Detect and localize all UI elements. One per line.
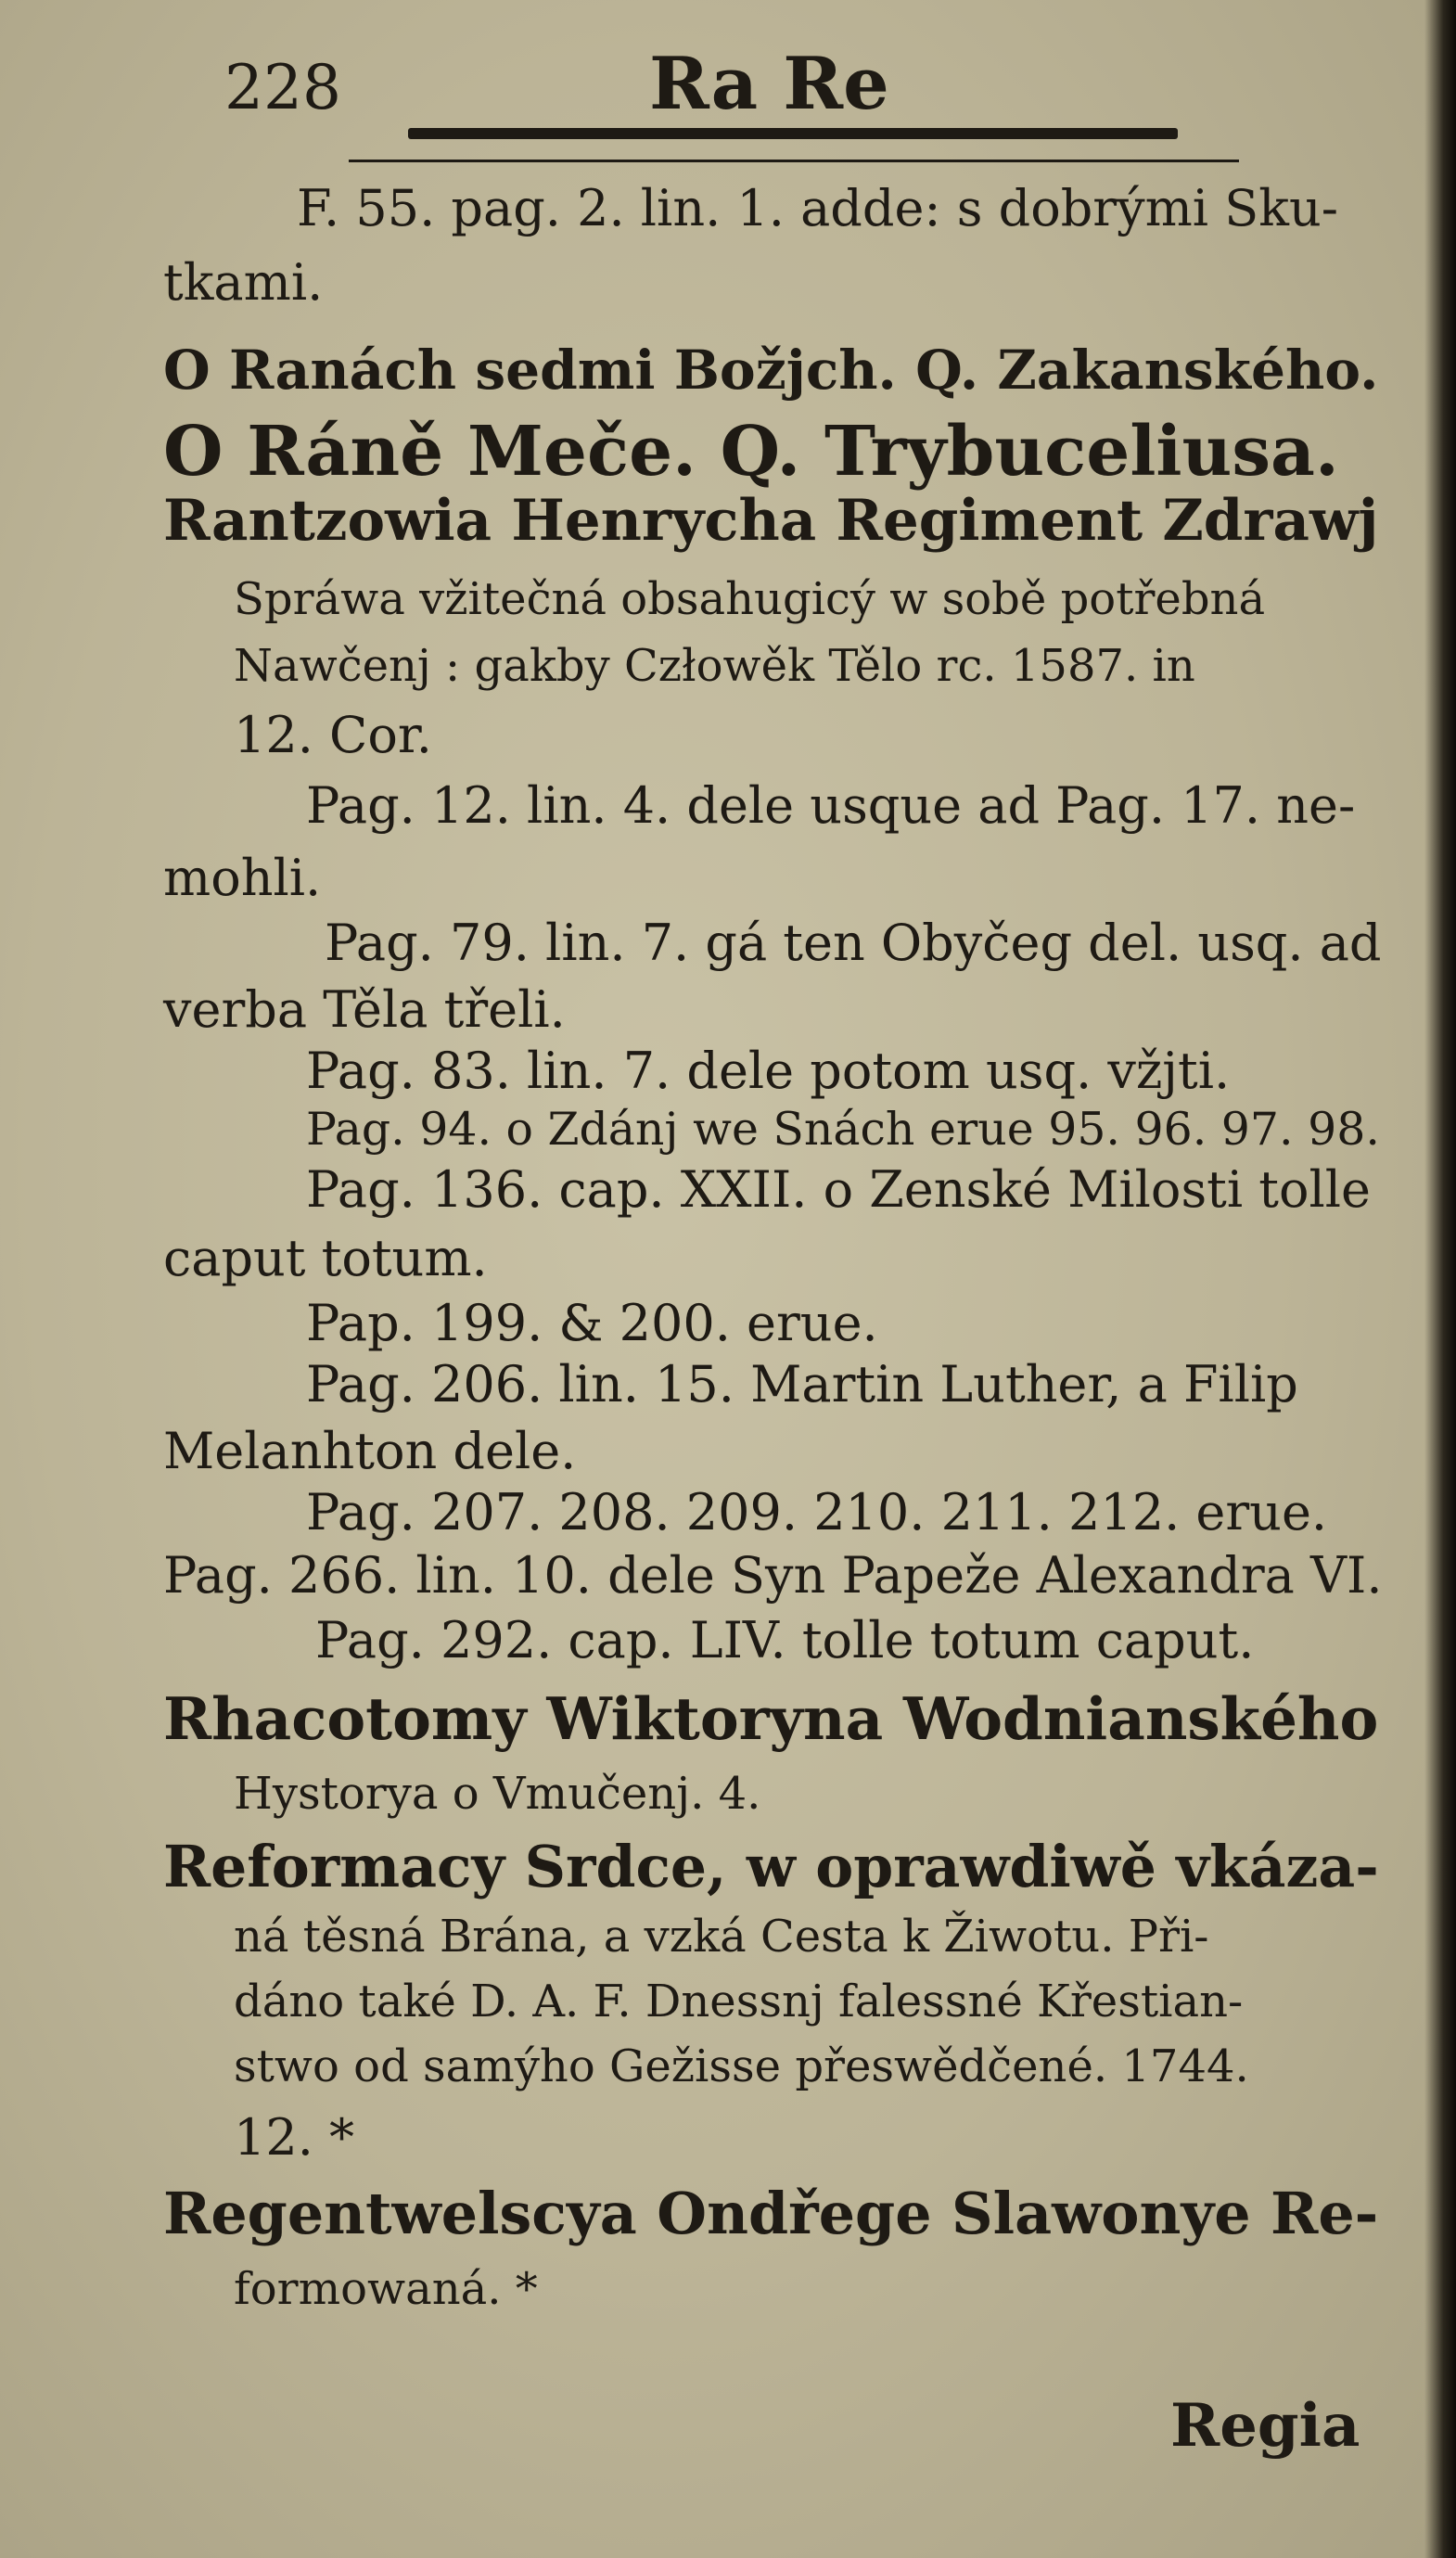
text-line: caput totum. — [163, 1229, 488, 1287]
text-line: Pag. 12. lin. 4. dele usque ad Pag. 17. ne- — [306, 776, 1356, 835]
text-line: 12. Cor. — [234, 706, 432, 764]
text-line: Pag. 292. cap. LIV. tolle totum caput. — [315, 1611, 1255, 1669]
text-line: Pag. 266. lin. 10. dele Syn Papeže Alexandra VI. — [163, 1546, 1383, 1605]
text-line: F. 55. pag. 2. lin. 1. adde: s dobrými Sku- — [297, 179, 1338, 237]
text-line: ná těsná Brána, a vzká Cesta k Žiwotu. Při- — [234, 1911, 1209, 1963]
entry-heading: O Ráně Meče. Q. Trybuceliusa. — [163, 412, 1339, 492]
text-line: dáno také D. A. F. Dnessnj falessné Křestian- — [234, 1976, 1244, 2027]
entry-heading: Rhacotomy Wiktoryna Wodnianského — [163, 1684, 1379, 1753]
text-line: formowaná. * — [234, 2263, 538, 2315]
text-line: stwo od samýho Gežisse přeswědčené. 1744. — [234, 2040, 1249, 2092]
entry-heading: Rantzowia Henrycha Regiment Zdrawj — [163, 488, 1379, 554]
text-line: Pag. 207. 208. 209. 210. 211. 212. erue. — [306, 1483, 1328, 1541]
text-line: Hystorya o Vmučenj. 4. — [234, 1768, 761, 1820]
header-rule-thick — [408, 128, 1178, 139]
text-line: Pap. 199. & 200. erue. — [306, 1294, 878, 1352]
entry-heading: Reformacy Srdce, w oprawdiwě vkáza- — [163, 1833, 1379, 1900]
header-rule-thin — [349, 160, 1239, 162]
text-line: Pag. 79. lin. 7. gá ten Obyčeg del. usq. ad — [325, 914, 1382, 972]
text-line: mohli. — [163, 849, 322, 907]
running-title: Ra Re — [649, 42, 889, 126]
text-line: verba Těla třeli. — [163, 980, 566, 1039]
catchword: Regia — [1170, 2391, 1360, 2461]
text-line: Pag. 94. o Zdánj we Snách erue 95. 96. 97. 98. — [306, 1103, 1380, 1156]
entry-heading: Regentwelscya Ondřege Slawonye Re- — [163, 2180, 1379, 2247]
text-line: Pag. 206. lin. 15. Martin Luther, a Filip — [306, 1355, 1298, 1413]
page-number: 228 — [224, 52, 341, 123]
text-line: 12. * — [234, 2108, 355, 2167]
text-line: Spráwa vžitečná obsahugicý w sobě potřebná — [234, 573, 1266, 625]
text-line: tkami. — [163, 253, 324, 312]
entry-heading: O Ranách sedmi Božjch. Q. Zakanského. — [163, 338, 1379, 402]
text-line: Melanhton dele. — [163, 1422, 577, 1480]
text-line: Pag. 83. lin. 7. dele potom usq. vžjti. — [306, 1042, 1231, 1100]
text-line: Nawčenj : gakby Człowěk Tělo rc. 1587. in — [234, 640, 1195, 692]
page-edge-shadow — [1424, 0, 1456, 2558]
text-line: Pag. 136. cap. XXII. o Zenské Milosti tolle — [306, 1160, 1372, 1219]
